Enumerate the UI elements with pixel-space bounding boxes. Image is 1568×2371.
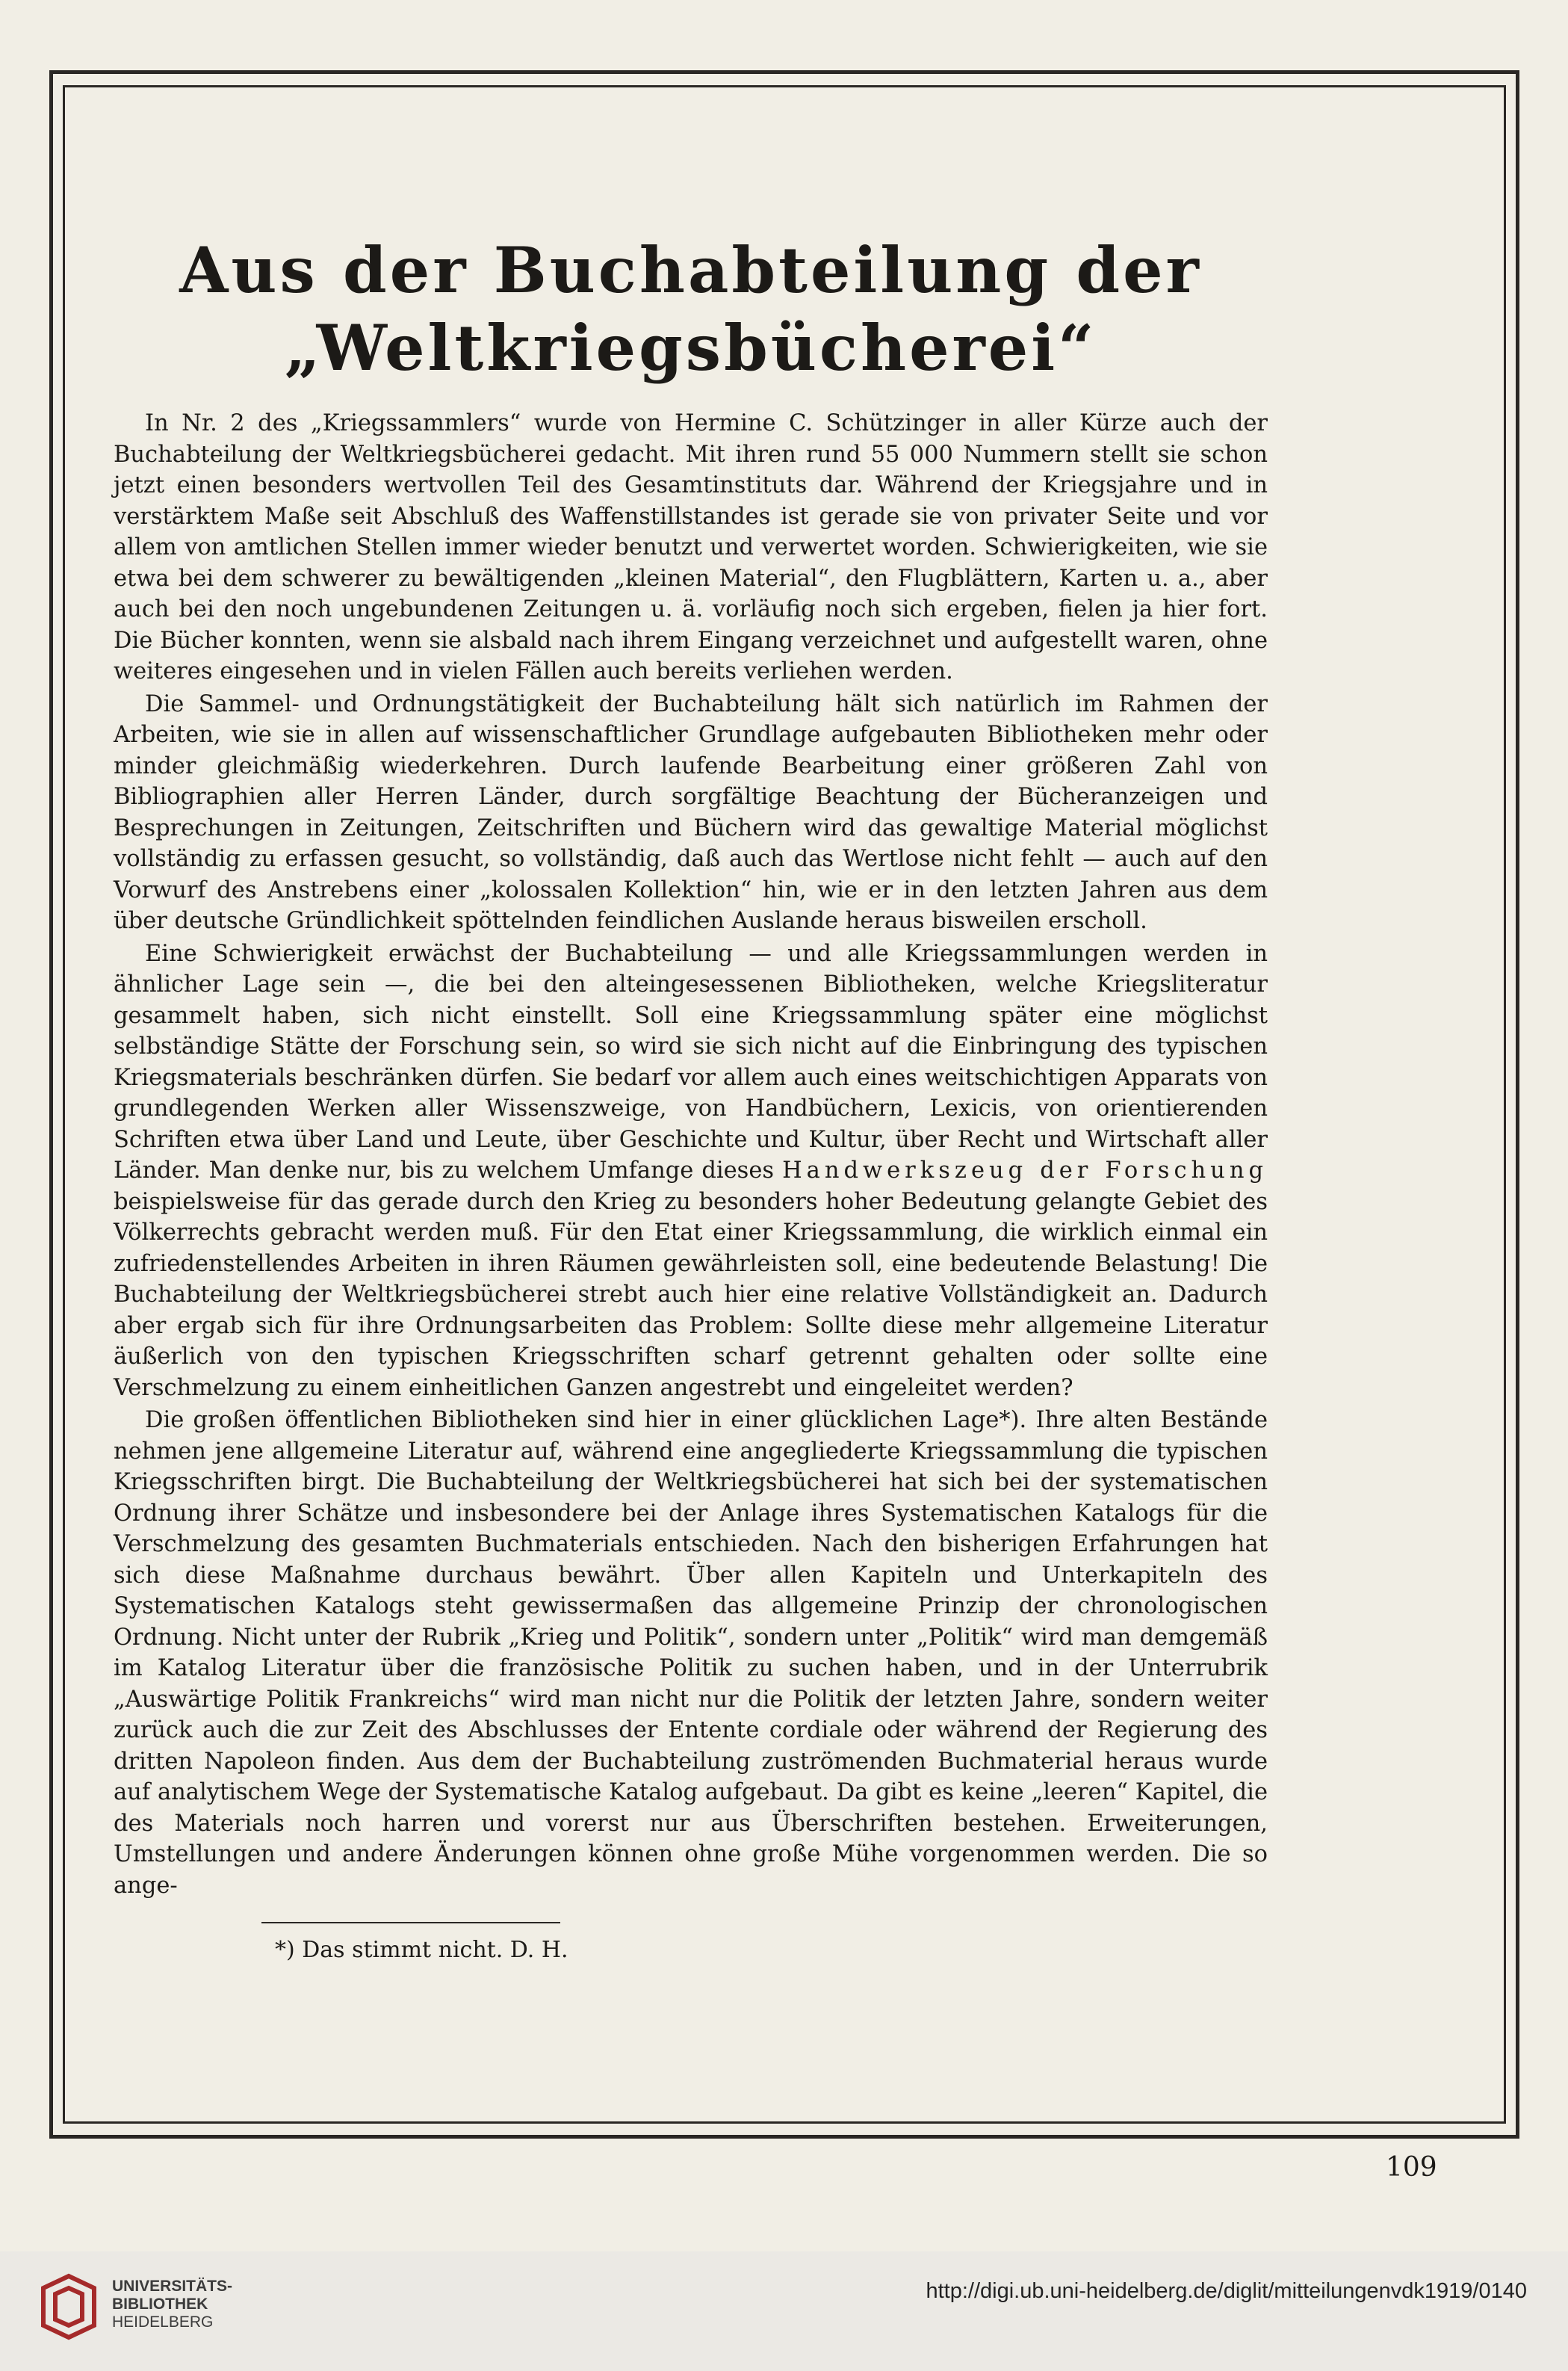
- article-title: [114, 232, 1268, 387]
- footnote-divider: [261, 1922, 560, 1923]
- paragraph-3-end: beispielsweise für das gerade durch den Krieg zu besonders hoher Bedeutung gelangte Gebiet des Völkerrechts gebracht werden muß. Für den Etat einer Kriegssammlung, die wirklich einmal ein zufriedenstellendes Arbeiten in ihren Räumen gewährleisten soll, eine bedeutende Belastung! Die Buchabteilung der Weltkriegsbücherei strebt auch hier eine relative Vollständigkeit an. Dadurch aber ergab sich für ihre Ordnungsarbeiten das Problem: Sollte diese mehr allgemeine Literatur äußerlich von den typischen Kriegsschriften scharf getrennt gehalten oder sollte eine Verschmelzung zu einem einheitlichen Ganzen angestrebt und eingeleitet werden?: [114, 1188, 1268, 1401]
- paragraph-3: [114, 939, 1268, 1404]
- title-line-1: Aus der Buchabteilung der: [179, 233, 1202, 307]
- library-name: [112, 2278, 232, 2331]
- article: [114, 232, 1268, 1901]
- digitization-footer: [0, 2251, 1568, 2371]
- library-name-line-2: BIBLIOTHEK: [112, 2296, 208, 2313]
- source-url-link[interactable]: http://digi.ub.uni-heidelberg.de/diglit/mitteilungenvdk1919/0140: [926, 2279, 1527, 2303]
- spaced-emphasis: Handwerkszeug der Forschung: [782, 1157, 1268, 1184]
- paragraph-3-start: Eine Schwierigkeit erwächst der Buchabteilung — und alle Kriegssammlungen werden in ähnlicher Lage sein —, die bei den alteingesessenen Bibliotheken, welche Kriegsliteratur gesammelt haben, sich nicht einstellt. Soll eine Kriegssammlung später eine möglichst selbständige Stätte der Forschung sein, so wird sie sich nicht auf die Einbringung des typischen Kriegsmaterials beschränken dürfen. Sie bedarf vor allem auch eines weitschichtigen Apparats von grundlegenden Werken aller Wissenszweige, von Handbüchern, Lexicis, von orientierenden Schriften etwa über Land und Leute, über Geschichte und Kultur, über Recht und Wirtschaft aller Länder. Man denke nur, bis zu welchem Umfange dieses: [114, 940, 1268, 1184]
- library-name-line-1: UNIVERSITÄTS-: [112, 2278, 233, 2295]
- paragraph-4: Die großen öffentlichen Bibliotheken sind hier in einer glücklichen Lage*). Ihre alten Bestände nehmen jene allgemeine Literatur auf, während eine angegliederte Kriegssammlung die typischen Kriegsschriften birgt. Die Buchabteilung der Weltkriegsbücherei hat sich bei der systematischen Ordnung ihrer Schätze und insbesondere bei der Anlage ihres Systematischen Katalogs für die Verschmelzung des gesamten Buchmaterials entschieden. Nach den bisherigen Erfahrungen hat sich diese Maßnahme durchaus bewährt. Über allen Kapiteln und Unterkapiteln des Systematischen Katalogs steht gewissermaßen das allgemeine Prinzip der chronologischen Ordnung. Nicht unter der Rubrik „Krieg und Politik“, sondern unter „Politik“ wird man demgemäß im Katalog Literatur über die französische Politik zu suchen haben, und in der Unterrubrik „Auswärtige Politik Frankreichs“ wird man nicht nur die Politik der letzten Jahre, sondern weiter zurück auch die zur Zeit des Abschlusses der Entente cordiale oder während der Regierung des dritten Napoleon finden. Aus dem der Buchabteilung zuströmenden Buchmaterial heraus wurde auf analytischem Wege der Systematische Katalog aufgebaut. Da gibt es keine „leeren“ Kapitel, die des Materials noch harren und vorerst nur aus Überschriften bestehen. Erweiterungen, Umstellungen und andere Änderungen können ohne große Mühe vorgenommen werden. Die so ange-: [114, 1407, 1268, 1899]
- title-line-2: „Weltkriegsbücherei“: [284, 311, 1097, 385]
- footnote: *) Das stimmt nicht. D. H.: [275, 1937, 568, 1963]
- page-number: 109: [1386, 2152, 1437, 2183]
- paragraph-1: In Nr. 2 des „Kriegssammlers“ wurde von Hermine C. Schützinger in aller Kürze auch der Buchabteilung der Weltkriegsbücherei gedacht. Mit ihren rund 55 000 Nummern stellt sie schon jetzt einen besonders wertvollen Teil des Gesamtinstituts dar. Während der Kriegsjahre und in verstärktem Maße seit Abschluß des Waffenstillstandes ist gerade sie von privater Seite und vor allem von amtlichen Stellen immer wieder benutzt und verwertet worden. Schwierigkeiten, wie sie etwa bei dem schwerer zu bewältigenden „kleinen Material“, den Flugblättern, Karten u. a., aber auch bei den noch ungebundenen Zeitungen u. ä. vorläufig noch sich ergeben, fielen ja hier fort. Die Bücher konnten, wenn sie alsbald nach ihrem Eingang verzeichnet und aufgestellt waren, ohne weiteres eingesehen und in vielen Fällen auch bereits verliehen werden.: [114, 410, 1268, 684]
- library-name-line-3: HEIDELBERG: [112, 2313, 214, 2331]
- paragraph-2: Die Sammel- und Ordnungstätigkeit der Buchabteilung hält sich natürlich im Rahmen der Arbeiten, wie sie in allen auf wissenschaftlicher Grundlage aufgebauten Bibliotheken mehr oder minder gleichmäßig wiederkehren. Durch laufende Bearbeitung einer größeren Zahl von Bibliographien aller Herren Länder, durch sorgfältige Beachtung der Bücheranzeigen und Besprechungen in Zeitungen, Zeitschriften und Büchern wird das gewaltige Material möglichst vollständig zu erfassen gesucht, so vollständig, daß auch das Wertlose nicht fehlt — auch auf den Vorwurf des Anstrebens einer „kolossalen Kollektion“ hin, wie er in den letzten Jahren aus dem über deutsche Gründlichkeit spöttelnden feindlichen Auslande heraus bisweilen erscholl.: [114, 690, 1268, 934]
- article-body: [114, 408, 1268, 1901]
- library-logo-icon: [39, 2273, 99, 2340]
